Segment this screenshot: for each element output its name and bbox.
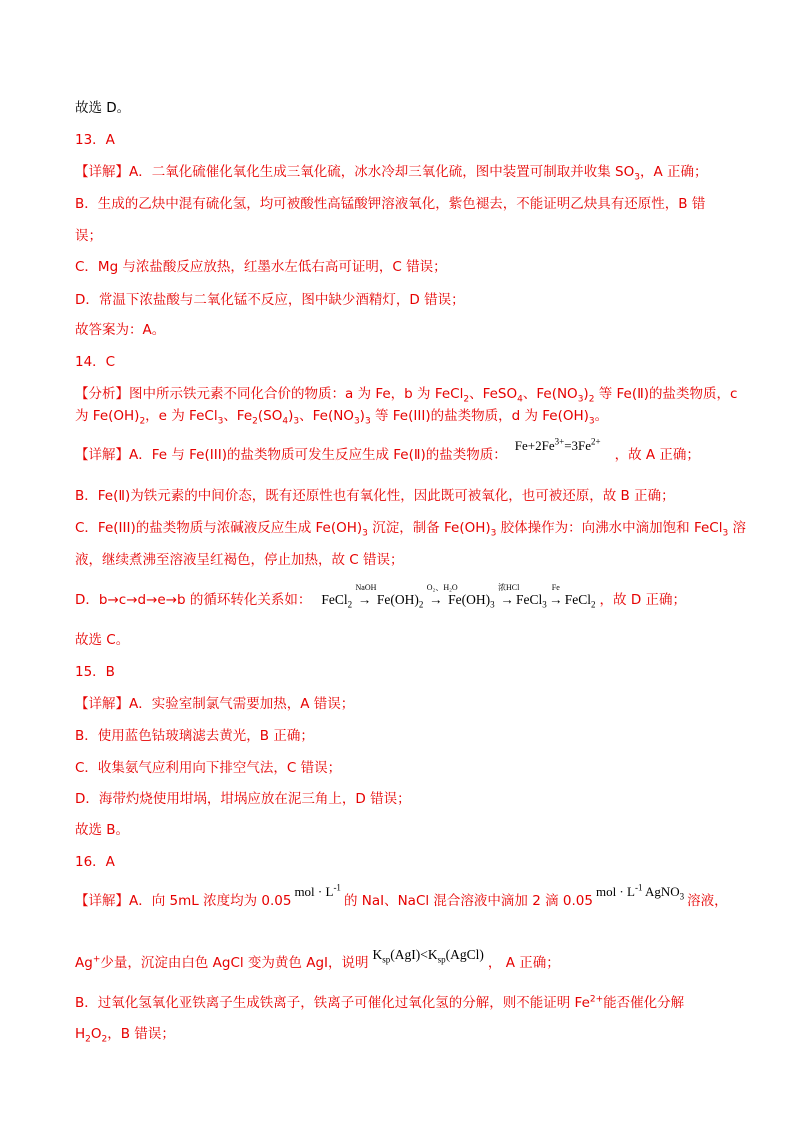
section-tag: 【详解】	[75, 893, 129, 909]
text-line: 故选 D。	[75, 100, 131, 116]
text-line: B．Fe(Ⅱ)为铁元素的中间价态，既有还原性也有氧化性，因此既可被氧化，也可被还原，故 B 正确；	[75, 488, 675, 504]
text-line: D．常温下浓盐酸与二氧化锰不反应，图中缺少酒精灯，D 错误；	[75, 292, 465, 308]
text-line: B．过氧化氢氧化亚铁离子生成铁离子，铁离子可催化过氧化氢的分解，则不能证明 $Fe^{2+}$能否催化分解	[75, 994, 685, 1011]
text-line: C．Mg 与浓盐酸反应放热，红墨水左低右高可证明，C 错误；	[75, 259, 447, 275]
arrow-oxygen-water: O₂、H₂O →	[426, 583, 458, 607]
section-tag: 【详解】	[75, 696, 129, 712]
arrow-naoh: NaOH →	[355, 583, 377, 607]
text-line: $H_2O_2$，B 错误；	[75, 1026, 175, 1045]
arrow-hcl: 浓HCl →	[498, 583, 520, 607]
text-line: D．海带灼烧使用坩埚，坩埚应放在泥三角上，D 错误；	[75, 791, 411, 807]
text-line: B．生成的乙炔中混有硫化氢，均可被酸性高锰酸钾溶液氧化，紫色褪去，不能证明乙炔具有还原性，B 错	[75, 196, 706, 212]
text-line: 液，继续煮沸至溶液呈红褐色，停止加热，故 C 错误；	[75, 552, 404, 568]
text-line: B．使用蓝色钴玻璃滤去黄光，B 正确；	[75, 728, 314, 744]
text-line: Ag+少量，沉淀由白色 AgCl 变为黄色 AgI，说明$K_{sp}(AgI)<K_{sp}(AgCl)$， A 正确；	[75, 947, 560, 971]
question-number: 14．C	[75, 354, 116, 370]
text-line: 【详解】A．Fe 与 Fe(III)的盐类物质可发生反应生成 Fe(Ⅱ)的盐类物质：$Fe+2Fe^{3+}=3Fe^{2+}$，故 A 正确；	[75, 436, 700, 463]
text-line: 误；	[75, 228, 102, 244]
text-line: 【详解】A．二氧化硫催化氧化生成三氧化硫，冰水冷却三氧化硫，图中装置可制取并收集 $SO_3$，A 正确；	[75, 164, 708, 183]
text-line: 【分析】图中所示铁元素不同化合价的物质：a 为 Fe，b 为 FeCl$_2$、FeSO$_4$、$Fe(NO_3)_2$ 等 Fe(Ⅱ)的盐类物质，c	[75, 386, 738, 405]
section-tag: 【分析】	[75, 386, 129, 402]
question-number: 13．A	[75, 132, 115, 148]
text-line: 故选 C。	[75, 632, 130, 648]
text-line: C．收集氨气应利用向下排空气法，C 错误；	[75, 760, 342, 776]
arrow-fe: Fe →	[549, 583, 563, 607]
text-line: C．Fe(III)的盐类物质与浓碱液反应生成 $Fe(OH)_3$ 沉淀，制备 $Fe(OH)_3$ 胶体操作为：向沸水中滴加饱和 FeCl$_3$ 溶	[75, 520, 746, 539]
section-tag: 【详解】	[75, 447, 129, 463]
text-line: 故答案为：A。	[75, 322, 166, 338]
question-number: 16．A	[75, 854, 115, 870]
question-number: 15．B	[75, 664, 115, 680]
formula: $Fe+2Fe^{3+}=3Fe^{2+}$	[514, 436, 601, 453]
text-line: 为 $Fe(OH)_2$，e 为 FeCl$_3$、$Fe_2(SO_4)_3$、$Fe(NO_3)_3$ 等 Fe(III)的盐类物质，d 为 $Fe(OH)_3$。	[75, 408, 609, 427]
unit: mol · $L^{-1}$	[294, 882, 341, 899]
text-line: D．b→c→d→e→b 的循环转化关系如： FeCl$_2$ NaOH → $Fe(OH)_2$ O₂、H₂O → $Fe(OH)_3$ 浓HCl → FeCl$_3$ Fe → FeCl$_2$ ，故 D 正确；	[75, 583, 687, 610]
reaction-chain: FeCl$_2$ NaOH → $Fe(OH)_2$ O₂、H₂O → $Fe(OH)_3$ 浓HCl → FeCl$_3$ Fe → FeCl$_2$	[321, 583, 596, 610]
text-line: 【详解】A．实验室制氯气需要加热，A 错误；	[75, 696, 355, 712]
text-line: 【详解】A．向 5mL 浓度均为 $0.05mol \cdot L^{-1}$的 NaI、NaCl 混合溶液中滴加 2 滴 $0.05mol \cdot L^{-1}$ AgNO$_3$ 溶液，	[75, 882, 728, 909]
section-tag: 【详解】	[75, 164, 129, 180]
text-line: 故选 B。	[75, 822, 130, 838]
unit: mol · $L^{-1}$ AgNO$_3$	[595, 882, 685, 902]
formula: $K_{sp}(AgI)<K_{sp}(AgCl)$	[372, 947, 484, 965]
